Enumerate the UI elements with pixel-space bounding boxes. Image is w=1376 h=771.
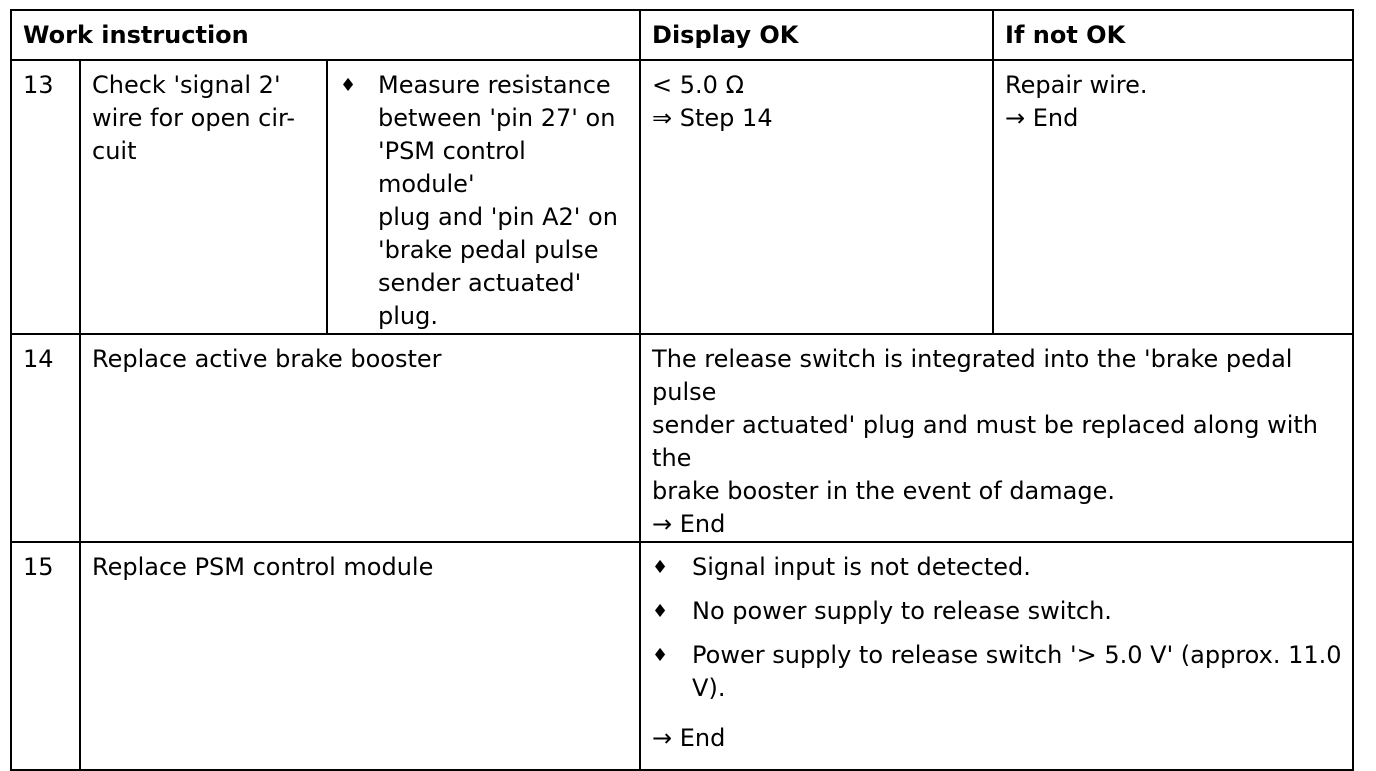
diamond-bullet-icon: ♦ [652,557,669,578]
step-number: 14 [11,334,80,542]
display-ok-cell [640,60,993,334]
step-detail [327,60,640,334]
table-header-row [11,10,1353,60]
note-line: sender actuated' plug and must be replaced along with the [652,411,1318,472]
display-ok-line: < 5.0 Ω [652,71,744,99]
bullet-item [652,595,1342,628]
bullet-text [692,639,1342,705]
step-number: 15 [11,542,80,770]
table-row-step-13 [11,60,1353,334]
instruction-line: cuit [92,137,137,165]
display-ok-line: ⇒ Step 14 [652,104,773,132]
instruction-line: wire for open cir- [92,104,296,132]
detail-line: plug and 'pin A2' on [378,203,618,231]
bullet-line: Power supply to release switch '> 5.0 V' (approx. 11.0 [692,641,1342,669]
step-result [640,542,1353,770]
header-work-instruction: Work instruction [11,10,640,60]
diamond-bullet-icon: ♦ [340,75,357,96]
step-instruction: Replace PSM control module [80,542,640,770]
header-display-ok: Display OK [640,10,993,60]
bullet-line: V). [692,674,726,702]
bullet-text: No power supply to release switch. [692,597,1112,625]
if-not-ok-line: → End [1005,104,1079,132]
note-line: brake booster in the event of damage. [652,477,1115,505]
bullet-item [652,551,1342,584]
diamond-bullet-icon: ♦ [652,601,669,622]
header-if-not-ok: If not OK [993,10,1353,60]
detail-line: sender actuated' [378,269,582,297]
table-row-step-15 [11,542,1353,770]
step-note [640,334,1353,542]
step-instruction [80,60,327,334]
note-line: → End [652,510,726,538]
note-line: The release switch is integrated into the 'brake pedal pulse [652,345,1293,406]
detail-line: 'brake pedal pulse [378,236,599,264]
end-line: → End [652,724,726,752]
step-number: 13 [11,60,80,334]
detail-line: Measure resistance [378,71,611,99]
bullet-text [378,69,629,333]
bullet-item [652,639,1342,705]
if-not-ok-cell [993,60,1353,334]
diamond-bullet-icon: ♦ [652,645,669,666]
detail-line: 'PSM control module' [378,137,526,198]
detail-line: plug. [378,302,438,330]
instruction-line: Check 'signal 2' [92,71,281,99]
if-not-ok-line: Repair wire. [1005,71,1148,99]
step-instruction: Replace active brake booster [80,334,640,542]
detail-line: between 'pin 27' on [378,104,616,132]
bullet-text: Signal input is not detected. [692,553,1031,581]
bullet-item [340,69,629,333]
work-instruction-table [10,9,1354,771]
table-row-step-14 [11,334,1353,542]
